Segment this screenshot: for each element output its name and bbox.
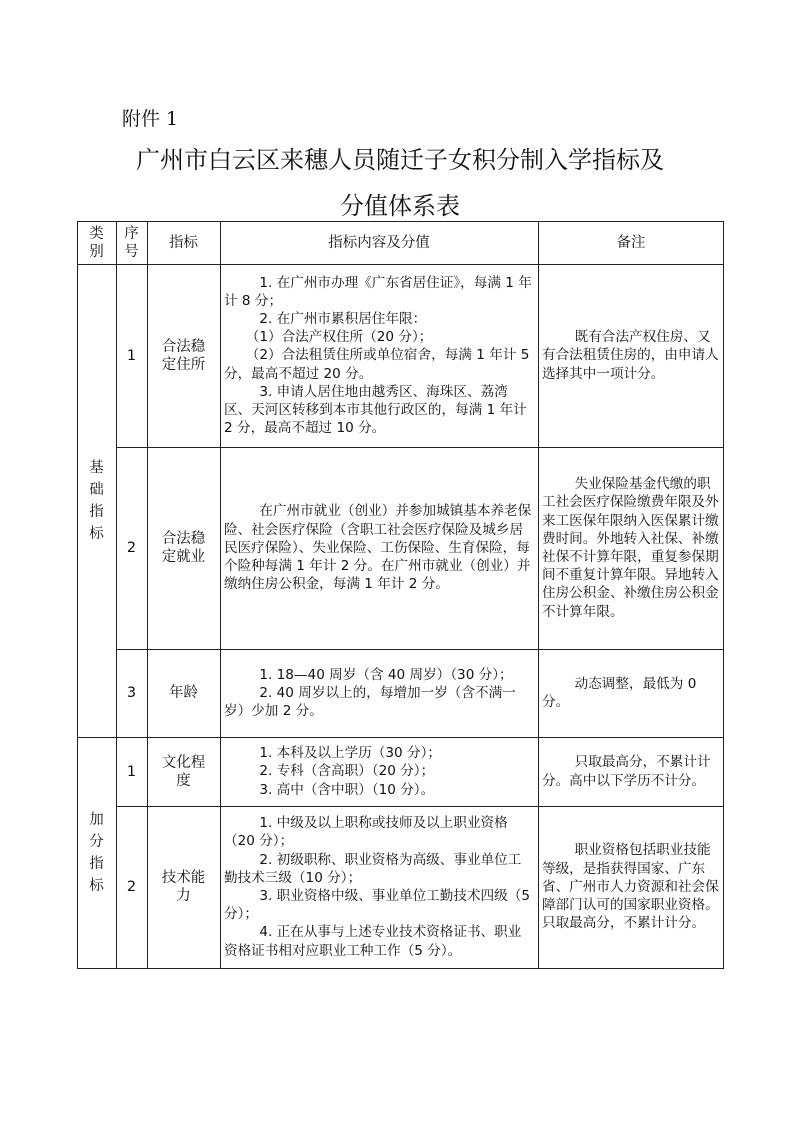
indicator-bonus-2-text: 技术能力 <box>161 870 206 904</box>
content-bonus-2 <box>220 806 538 968</box>
content-bonus-2-line-3: 3. 职业资格中级、事业单位工勤技术四级（5 分）； <box>224 888 530 923</box>
content-basic-1-line-4: （2）合法租赁住所或单位宿舍，每满 1 年计 5 分，最高不超过 20 分。 <box>224 347 530 382</box>
content-bonus-1 <box>220 737 538 806</box>
document-title-line1: 广州市白云区来穗人员随迁子女积分制入学指标及 <box>136 146 664 174</box>
remark-bonus-2-text: 职业资格包括职业技能等级，是指获得国家、广东省、广州市人力资源和社会保障部门认可的国家职业资格。只取最高分，不累计计分。 <box>542 842 719 932</box>
category-bonus <box>77 737 116 968</box>
remark-bonus-1-text: 只取最高分，不累计计分。高中以下学历不计分。 <box>542 754 711 789</box>
category-basic-text: 基础指标 <box>89 459 104 542</box>
header-seq-text: 序号 <box>124 225 139 260</box>
content-basic-3-line-1: 1. 18—40 周岁（含 40 周岁）（30 分）； <box>259 666 513 683</box>
indicator-bonus-2 <box>147 806 220 968</box>
content-basic-1-line-5: 3. 申请人居住地由越秀区、海珠区、荔湾区、天河区转移到本市其他行政区的，每满 1 年计 2 分，最高不超过 10 分。 <box>224 383 527 437</box>
indicator-table <box>77 221 724 969</box>
remark-bonus-1 <box>538 737 724 806</box>
attachment-label: 附件 1 <box>122 108 179 130</box>
seq-bonus-2: 2 <box>126 879 137 895</box>
seq-bonus-1: 1 <box>126 763 137 780</box>
content-bonus-1-line-2: 2. 专科（含高职）（20 分）； <box>259 763 435 780</box>
seq-basic-3: 3 <box>126 685 137 701</box>
remark-basic-3 <box>538 649 724 737</box>
indicator-bonus-1-text: 文化程度 <box>161 754 206 789</box>
content-bonus-2-line-2: 2. 初级职称、职业资格为高级、事业单位工勤技术三级（10 分）； <box>224 851 522 886</box>
indicator-bonus-1 <box>147 737 220 806</box>
content-basic-1 <box>220 264 538 447</box>
content-basic-3-line-2: 2. 40 周岁以上的，每增加一岁（含不满一岁）少加 2 分。 <box>224 684 516 720</box>
indicator-basic-3: 年龄 <box>169 685 198 701</box>
category-basic <box>77 264 116 737</box>
remark-basic-1 <box>538 264 724 447</box>
content-bonus-1-line-3: 3. 高中（含中职）（10 分）。 <box>259 781 435 798</box>
content-bonus-2-line-4: 4. 正在从事与上述专业技术资格证书、职业资格证书相对应职业工种工作（5 分）。 <box>224 924 522 959</box>
content-basic-2 <box>220 447 538 649</box>
content-basic-2-line-1: 在广州市就业（创业）并参加城镇基本养老保险、社会医疗保险（含职工社会医疗保险及城乡居民医疗保险）、失业保险、工伤保险、生育保险，每个险种每满 1 年计 2 分。在广州市就业（创业）并缴纳住房公积金，每满 1 年计 2 分。 <box>224 503 532 593</box>
content-basic-1-line-1: 1. 在广州市办理《广东省居住证》，每满 1 年计 8 分； <box>224 274 532 309</box>
seq-basic-1: 1 <box>126 347 137 364</box>
category-bonus-text: 加分指标 <box>89 811 104 894</box>
remark-basic-2-text: 失业保险基金代缴的职工社会医疗保险缴费年限及外来工医保年限纳入医保累计缴费时间。外地转入社保、补缴社保不计算年限，重复参保期间不重复计算年限。异地转入住房公积金、补缴住房公积金不计算年限。 <box>542 476 719 620</box>
remark-basic-2 <box>538 447 724 649</box>
content-bonus-1-line-1: 1. 本科及以上学历（30 分）； <box>259 745 441 762</box>
header-seq <box>116 221 147 264</box>
remark-basic-3-text: 动态调整，最低为 0 分。 <box>542 675 697 710</box>
remark-bonus-2 <box>538 806 724 968</box>
indicator-basic-1 <box>147 264 220 447</box>
indicator-basic-2-text: 合法稳定就业 <box>161 531 206 565</box>
header-remark: 备注 <box>616 234 646 251</box>
indicator-basic-1-text: 合法稳定住所 <box>161 338 206 373</box>
content-basic-1-line-3: （1）合法产权住所（20 分）； <box>245 329 433 346</box>
table-border-bottom <box>77 968 724 969</box>
content-basic-3 <box>220 649 538 737</box>
document-title-line2: 分值体系表 <box>340 192 460 220</box>
remark-basic-1-text: 既有合法产权住房、又有合法租赁住房的，由申请人选择其中一项计分。 <box>542 329 719 382</box>
header-content: 指标内容及分值 <box>328 234 430 251</box>
content-basic-1-line-2: 2. 在广州市累积居住年限： <box>259 310 427 327</box>
content-bonus-2-line-1: 1. 中级及以上职称或技师及以上职业资格（20 分）； <box>224 815 508 850</box>
seq-basic-2: 2 <box>126 540 137 556</box>
header-category-text: 类别 <box>89 225 104 260</box>
header-category <box>77 221 116 264</box>
indicator-basic-2 <box>147 447 220 649</box>
header-indicator: 指标 <box>169 234 198 251</box>
